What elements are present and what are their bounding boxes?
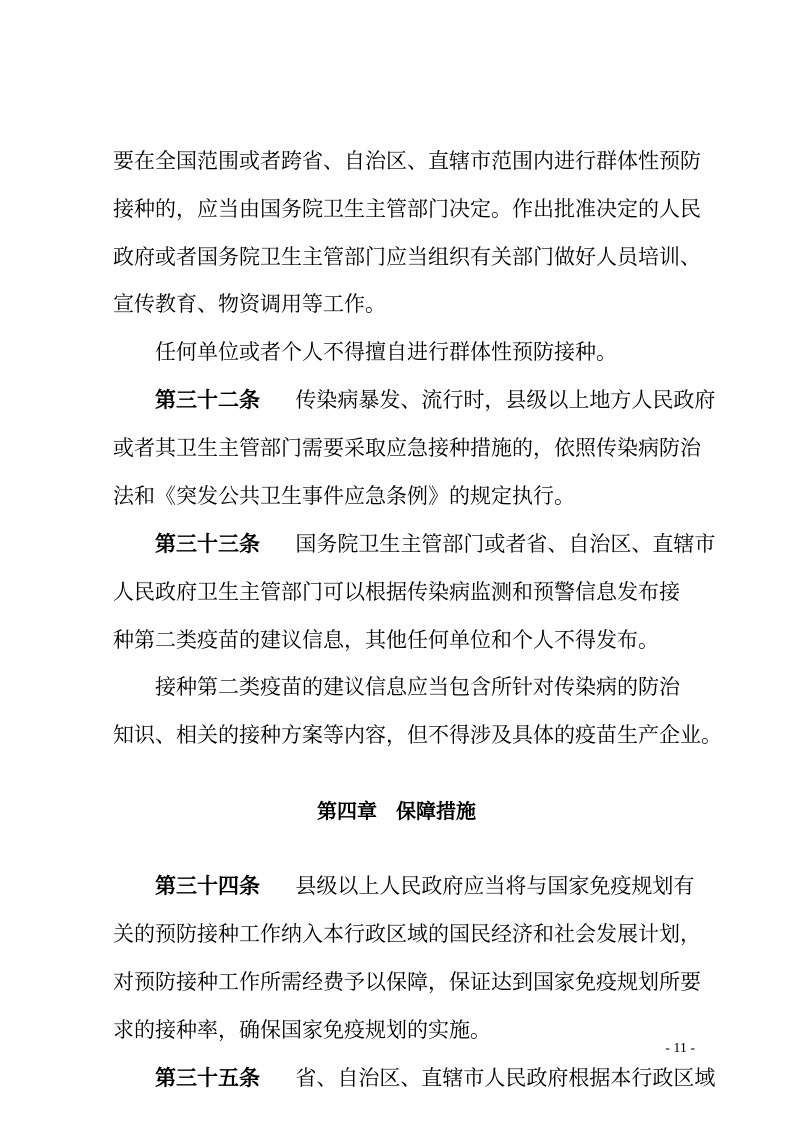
body-text-line: 接种的，应当由国务院卫生主管部门决定。作出批准决定的人民: [113, 197, 701, 221]
body-text-line: 人民政府卫生主管部门可以根据传染病监测和预警信息发布接: [113, 580, 680, 604]
chapter-title: 第四章 保障措施: [317, 799, 476, 823]
article-text: 县级以上人民政府应当将与国家免疫规划有: [295, 874, 695, 898]
article-heading: 第三十二条: [155, 388, 260, 412]
article-text: 省、自治区、直辖市人民政府根据本行政区域: [295, 1066, 716, 1090]
body-text-line: 政府或者国务院卫生主管部门应当组织有关部门做好人员培训、: [113, 245, 701, 269]
body-text-line: 或者其卫生主管部门需要采取应急接种措施的，依照传染病防治: [113, 436, 701, 460]
article-35-first-line: [155, 1064, 716, 1092]
article-32-first-line: [155, 386, 716, 414]
body-text-line: 知识、相关的接种方案等内容，但不得涉及具体的疫苗生产企业。: [113, 723, 722, 747]
page-number: - 11 -: [665, 1041, 695, 1056]
article-heading: 第三十五条: [155, 1066, 260, 1090]
article-text: 传染病暴发、流行时，县级以上地方人民政府: [295, 388, 716, 412]
body-text-line: 要在全国范围或者跨省、自治区、直辖市范围内进行群体性预防: [113, 149, 701, 173]
article-heading: 第三十四条: [155, 874, 260, 898]
body-text-line: 接种第二类疫苗的建议信息应当包含所针对传染病的防治: [155, 675, 680, 699]
article-33-first-line: [155, 530, 716, 558]
article-34-first-line: [155, 872, 695, 900]
body-text-line: 求的接种率，确保国家免疫规划的实施。: [113, 1018, 491, 1042]
body-text-line: 任何单位或者个人不得擅自进行群体性预防接种。: [155, 340, 617, 364]
body-text-line: 宣传教育、物资调用等工作。: [113, 292, 386, 316]
article-text: 国务院卫生主管部门或者省、自治区、直辖市: [295, 532, 716, 556]
article-heading: 第三十三条: [155, 532, 260, 556]
body-text-line: 法和《突发公共卫生事件应急条例》的规定执行。: [113, 484, 575, 508]
body-text-line: 对预防接种工作所需经费予以保障，保证达到国家免疫规划所要: [113, 970, 701, 994]
body-text-line: 种第二类疫苗的建议信息，其他任何单位和个人不得发布。: [113, 628, 659, 652]
body-text-line: 关的预防接种工作纳入本行政区域的国民经济和社会发展计划，: [113, 922, 701, 946]
